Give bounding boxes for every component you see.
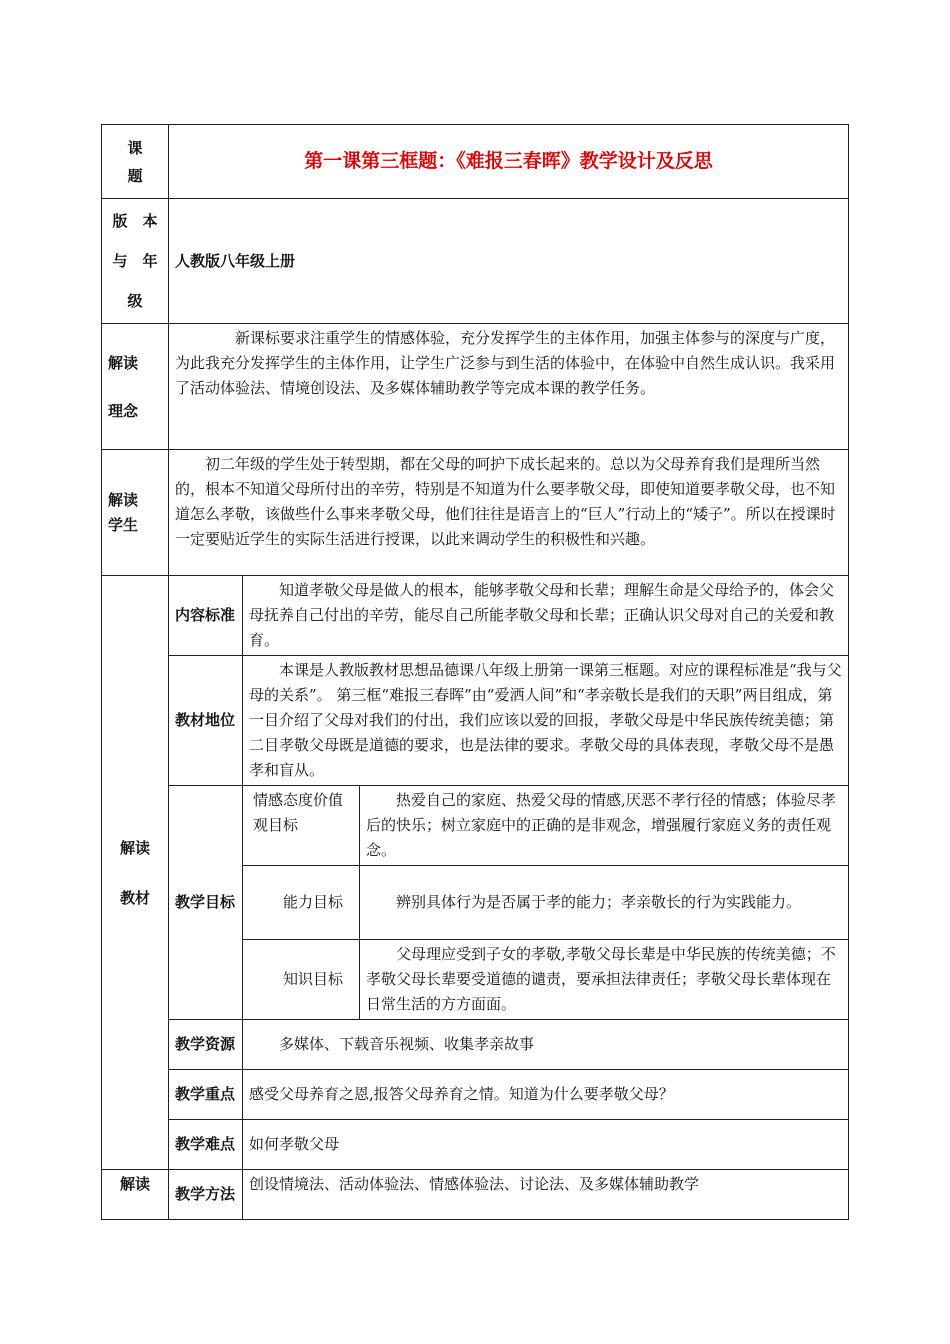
- row-key-points: [102, 1070, 849, 1120]
- title-label-2: 题: [127, 166, 143, 185]
- concept-label-2: 理念: [108, 401, 139, 420]
- lesson-plan-document: [101, 124, 849, 1220]
- row-goal-emotion: [102, 786, 849, 866]
- goal-ability-text: 辨别具体行为是否属于孝的能力；孝亲敬长的行为实践能力。: [360, 866, 849, 940]
- row-difficulties: [102, 1120, 849, 1170]
- methods-label: 解读: [102, 1170, 169, 1220]
- students-label-cell: [102, 450, 169, 576]
- row-title: [102, 125, 849, 199]
- methods-sub-label: 教学方法: [169, 1170, 243, 1220]
- concept-text: 新课标要求注重学生的情感体验，充分发挥学生的主体作用，加强主体参与的深度与广度，为此我充分发挥学生的主体作用，让学生广泛参与到生活的体验中，在体验中自然生成认识。我采用了活动体验法、情境创设法、及多媒体辅助教学等完成本课的教学任务。: [169, 324, 849, 450]
- textbook-label-2: 教材: [119, 888, 150, 907]
- title-label-1: 课: [127, 138, 143, 157]
- row-resources: [102, 1020, 849, 1070]
- row-students: [102, 450, 849, 576]
- concept-label-1: 解读: [108, 353, 139, 372]
- row-edition: [102, 199, 849, 324]
- difficulties-label: 教学难点: [169, 1120, 243, 1170]
- row-content-standard: [102, 576, 849, 656]
- goal-ability-label: 能力目标: [243, 866, 360, 940]
- edition-value: 人教版八年级上册: [169, 199, 849, 324]
- lesson-plan-table: [101, 124, 849, 1220]
- resources-text: 多媒体、下载音乐视频、收集孝亲故事: [243, 1020, 849, 1070]
- methods-text: 创设情境法、活动体验法、情感体验法、讨论法、及多媒体辅助教学: [243, 1170, 849, 1220]
- textbook-label-1: 解读: [119, 838, 150, 857]
- textbook-label-cell: [102, 576, 169, 1170]
- row-methods: [102, 1170, 849, 1220]
- concept-label-cell: [102, 324, 169, 450]
- edition-label-2: 与 年: [112, 252, 158, 270]
- goal-knowledge-text: 父母理应受到子女的孝敬,孝敬父母长辈是中华民族的传统美德；不孝敬父母长辈要受道德的谴责，要承担法律责任；孝敬父母长辈体现在日常生活的方方面面。: [360, 940, 849, 1020]
- difficulties-text: 如何孝敬父母: [243, 1120, 849, 1170]
- students-text: 初二年级的学生处于转型期，都在父母的呵护下成长起来的。总以为父母养育我们是理所当然的，根本不知道父母所付出的辛劳，特别是不知道为什么要孝敬父母，即使知道要孝敬父母，也不知道怎么孝敬，该做些什么事来孝敬父母，他们往往是语言上的“巨人”行动上的“矮子”。所以在授课时一定要贴近学生的实际生活进行授课，以此来调动学生的积极性和兴趣。: [169, 450, 849, 576]
- resources-label: 教学资源: [169, 1020, 243, 1070]
- title-label-cell: [102, 125, 169, 199]
- students-label-2: 学生: [108, 515, 139, 534]
- content-standard-label: 内容标准: [169, 576, 243, 656]
- students-label-1: 解读: [108, 490, 139, 509]
- edition-label-1: 版 本: [112, 212, 158, 230]
- position-text: 本课是人教版教材思想品德课八年级上册第一课第三框题。对应的课程标准是“我与父母的关系”。 第三框“难报三春晖”由“爱洒人间”和“孝亲敬长是我们的天职”两目组成，第一目介绍了父母对我们的付出，我们应该以爱的回报，孝敬父母是中华民族传统美德；第二目孝敬父母既是道德的要求，也是法律的要求。孝敬父母的具体表现，孝敬父母不是愚孝和盲从。: [243, 656, 849, 786]
- key-points-label: 教学重点: [169, 1070, 243, 1120]
- position-label: 教材地位: [169, 656, 243, 786]
- goal-emotion-label: 情感态度价值观目标: [243, 786, 360, 866]
- goal-emotion-text: 热爱自己的家庭、热爱父母的情感,厌恶不孝行径的情感；体验尽孝后的快乐；树立家庭中的正确的是非观念，增强履行家庭义务的责任观念。: [360, 786, 849, 866]
- content-standard-text: 知道孝敬父母是做人的根本，能够孝敬父母和长辈；理解生命是父母给予的，体会父母抚养自己付出的辛劳，能尽自己所能孝敬父母和长辈；正确认识父母对自己的关爱和教育。: [243, 576, 849, 656]
- edition-label-cell: [102, 199, 169, 324]
- page-title: 第一课第三框题：《难报三春晖》教学设计及反思: [169, 125, 849, 199]
- row-concept: [102, 324, 849, 450]
- row-textbook-position: [102, 656, 849, 786]
- goals-label: 教学目标: [169, 786, 243, 1020]
- edition-label-3: 级: [127, 292, 143, 310]
- goal-knowledge-label: 知识目标: [243, 940, 360, 1020]
- key-points-text: 感受父母养育之恩,报答父母养育之情。知道为什么要孝敬父母？: [243, 1070, 849, 1120]
